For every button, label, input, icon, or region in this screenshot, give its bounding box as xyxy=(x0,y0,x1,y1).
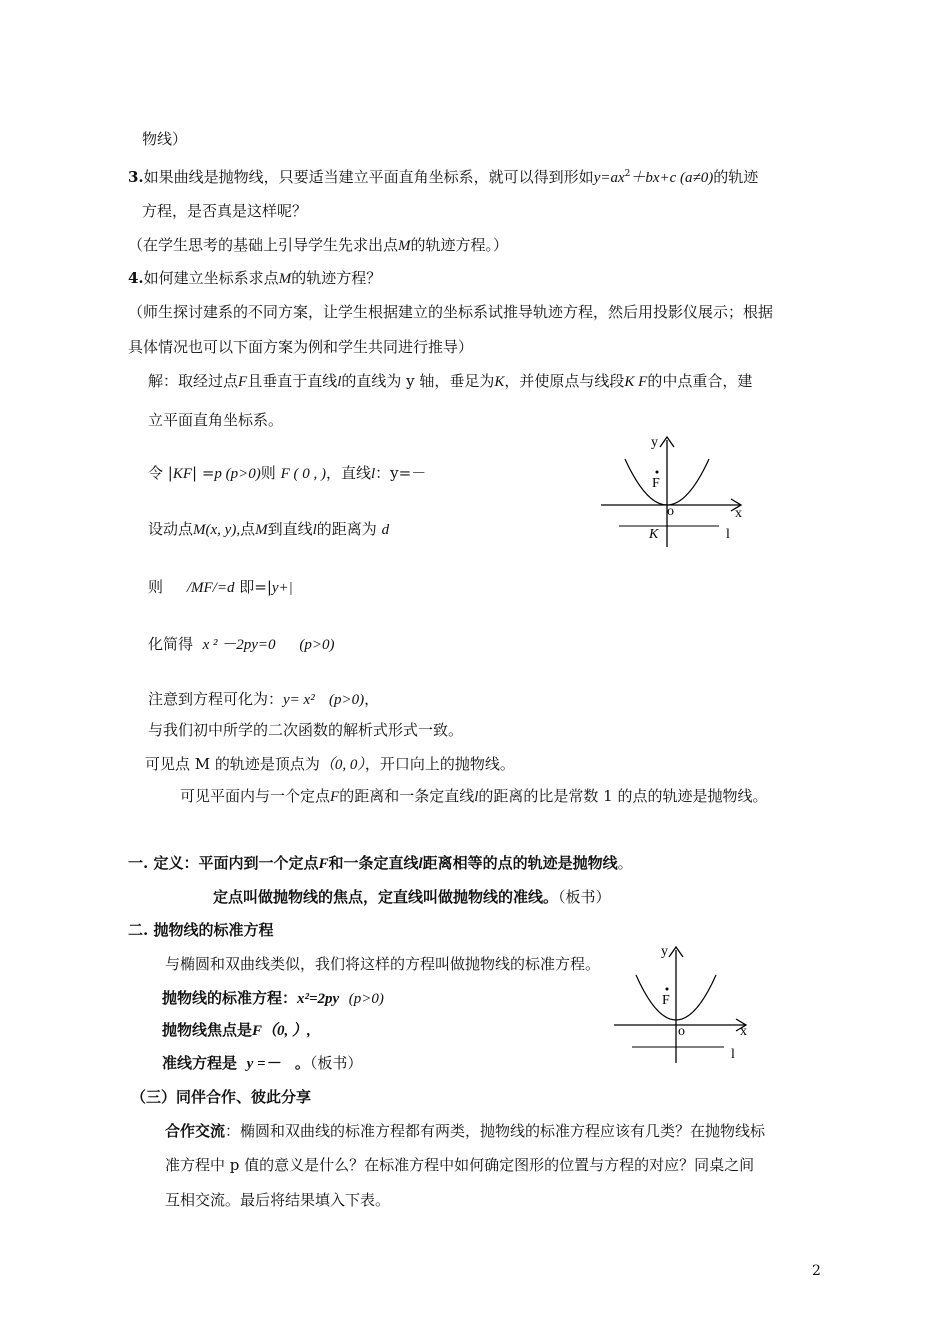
text-line: 立平面直角坐标系。 xyxy=(148,411,284,429)
text-line: （在学生思考的基础上引导学生先求出点M的轨迹方程。） xyxy=(128,236,509,254)
section-heading: 二. 抛物线的标准方程 xyxy=(128,921,274,939)
origin-label: o xyxy=(678,1024,685,1039)
directrix-label: l xyxy=(731,1047,735,1062)
y-axis-label: y xyxy=(661,944,668,959)
directrix-label: l xyxy=(726,527,730,542)
parabola-figure-2 xyxy=(610,935,765,1065)
focus-label: F xyxy=(662,993,670,1008)
text-line: 化简得 x ² －2py=0 (p>0) xyxy=(148,635,335,653)
text-line: 互相交流。最后将结果填入下表。 xyxy=(165,1191,391,1209)
x-axis-label: x xyxy=(735,506,742,521)
x-axis-label: x xyxy=(740,1024,747,1039)
text-line: 方程，是否真是这样呢？ xyxy=(142,202,308,220)
text-line: 准方程中 p 值的意义是什么？在标准方程中如何确定图形的位置与方程的对应？同桌之间 xyxy=(165,1156,755,1174)
text-line: 与我们初中所学的二次函数的解析式形式一致。 xyxy=(148,721,464,739)
text-line: 可见点 M 的轨迹是顶点为（0, 0），开口向上的抛物线。 xyxy=(145,755,515,773)
text-line: 注意到方程可化为：y= x² (p>0)， xyxy=(148,690,380,708)
text-line: 物线） xyxy=(142,130,188,148)
parabola-figure-1 xyxy=(595,425,770,550)
foot-label: K xyxy=(649,527,659,542)
text-line: 可见平面内与一个定点F的距离和一条定直线l的距离的比是常数 1 的点的轨迹是抛物线。 xyxy=(180,787,768,805)
text-line: （师生探讨建系的不同方案，让学生根据建立的坐标系试推导轨迹方程，然后用投影仪展示；根据 xyxy=(128,303,774,321)
page-number: 2 xyxy=(812,1263,821,1279)
section-heading: （三）同伴合作、彼此分享 xyxy=(131,1088,312,1106)
text-line: 合作交流：椭圆和双曲线的标准方程都有两类，抛物线的标准方程应该有几类？在抛物线标 xyxy=(165,1122,766,1140)
text-line: 解：取经过点F且垂直于直线l的直线为 y 轴，垂足为K，并使原点与线段K F的中点重合，建 xyxy=(148,372,753,390)
question-3: 3.如果曲线是抛物线，只要适当建立平面直角坐标系，就可以得到形如$y=ax^2+bx+c$ (a≠0)的轨迹 xyxy=(128,168,759,186)
text-line: 抛物线的标准方程：x²=2py (p>0) xyxy=(162,989,384,1007)
text-line: 则 /MF/=d 即=|y+| xyxy=(148,578,293,596)
text-line: 定点叫做抛物线的焦点，定直线叫做抛物线的准线。（板书） xyxy=(213,888,611,906)
definition-heading: 一. 定义：平面内到一个定点F和一条定直线l距离相等的点的轨迹是抛物线。 xyxy=(128,854,633,872)
text-line: 准线方程是 y =－ 。（板书） xyxy=(162,1054,363,1072)
text-line: 具体情况也可以下面方案为例和学生共同进行推导） xyxy=(128,338,474,356)
question-4: 4.如何建立坐标系求点M的轨迹方程？ xyxy=(128,269,382,287)
text-line: 令 |KF| =p (p>0)则 F ( 0 , )，直线l：y=－ xyxy=(148,464,427,482)
text-line: 设动点M(x, y),点M到直线l的距离为 d xyxy=(148,520,390,538)
origin-label: o xyxy=(667,504,674,519)
y-axis-label: y xyxy=(651,435,658,450)
text-line: 与椭圆和双曲线类似，我们将这样的方程叫做抛物线的标准方程。 xyxy=(165,955,601,973)
focus-label: F xyxy=(652,476,660,491)
text-line: 抛物线焦点是F（0, ）, xyxy=(162,1021,311,1039)
